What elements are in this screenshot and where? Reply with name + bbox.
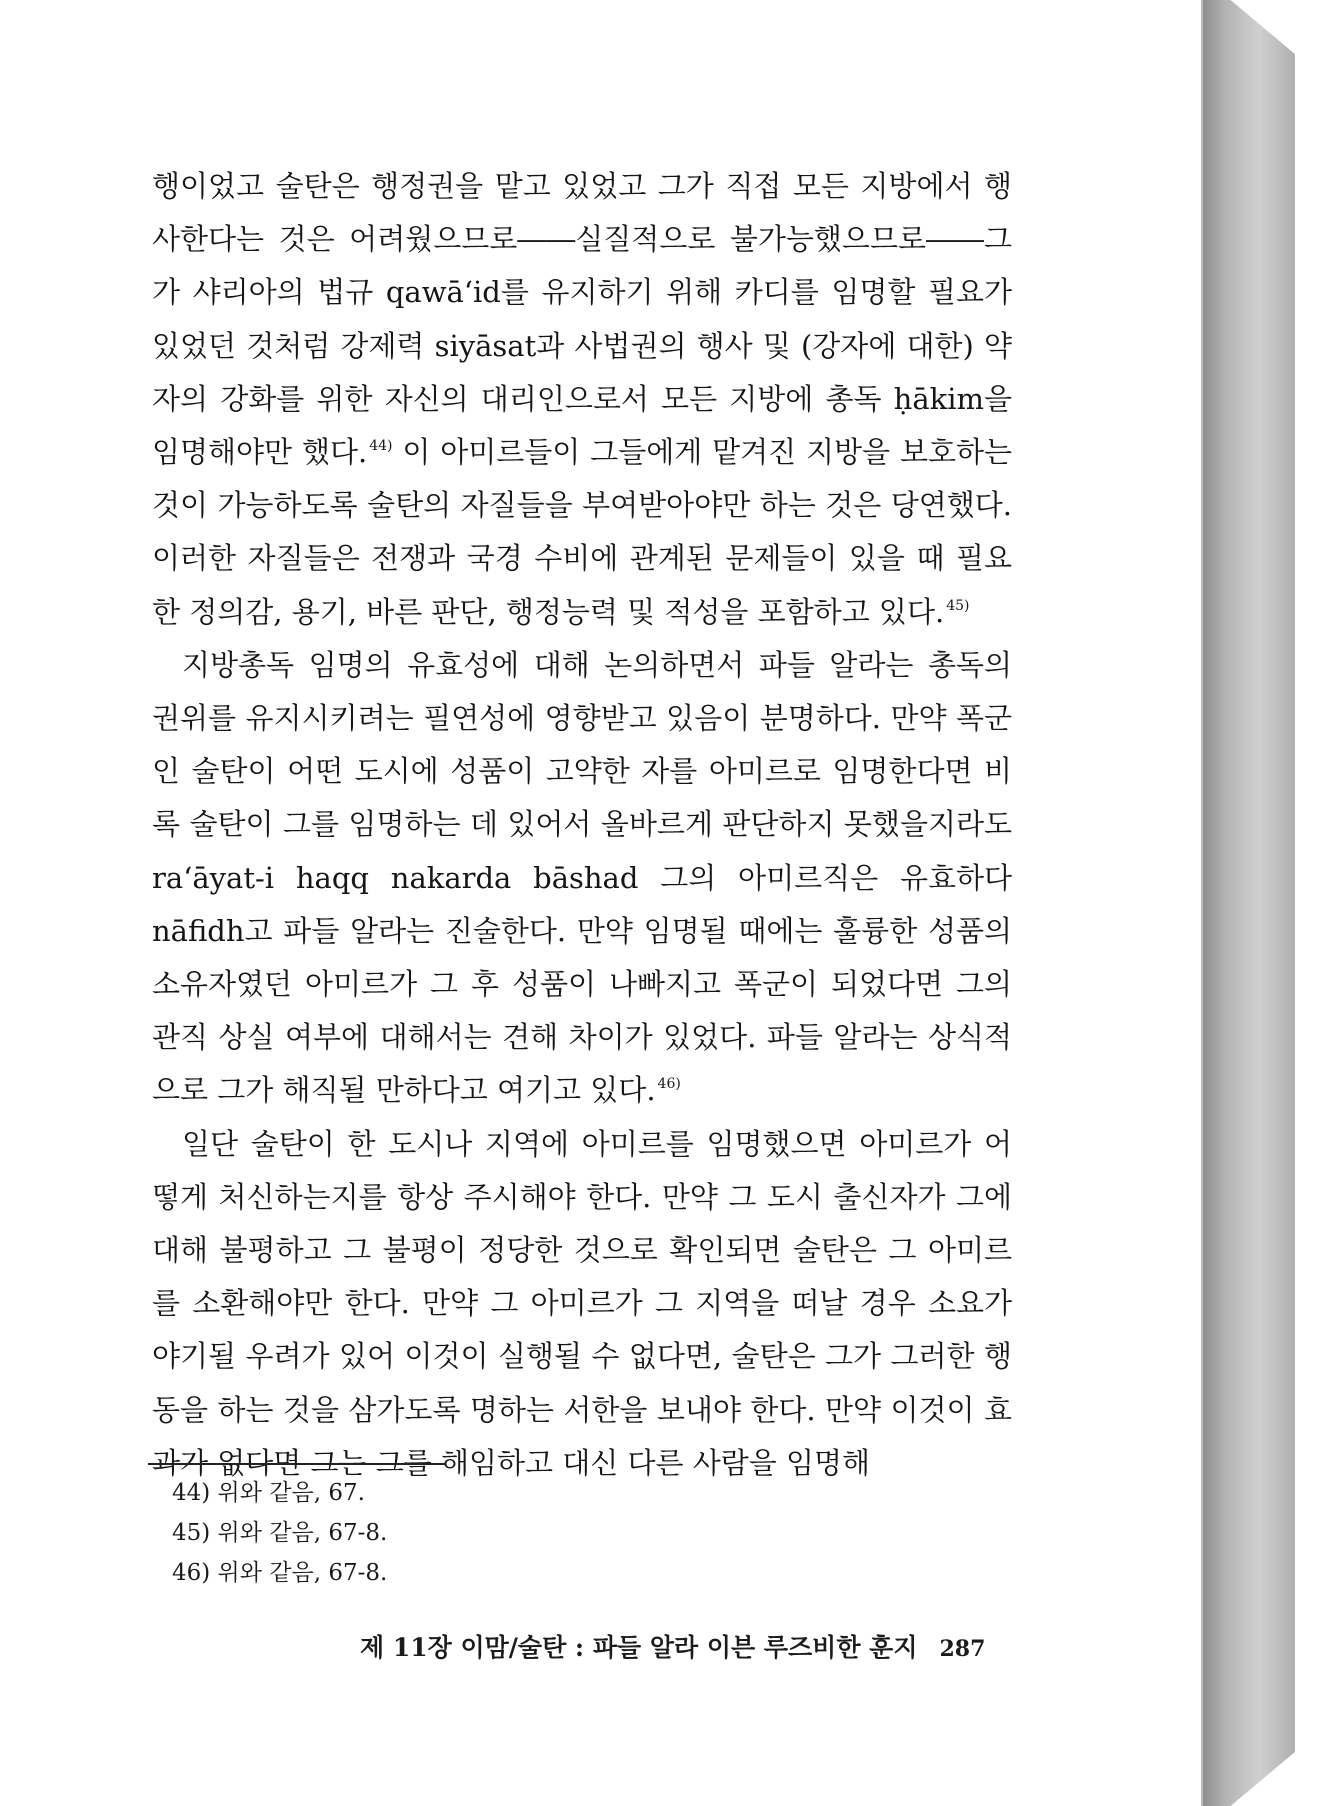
footnote-45: 45) 위와 같음, 67-8.: [172, 1520, 388, 1546]
paragraph-3: [152, 1118, 1012, 1490]
running-footer: [360, 1628, 1000, 1664]
page-number: 287: [939, 1636, 986, 1662]
body-text: [152, 160, 1012, 1490]
footnote-ref-44: 44): [369, 438, 393, 455]
footnote-ref-45: 45): [946, 597, 970, 614]
page-stack-edge: [1203, 0, 1295, 1806]
paragraph-1-continued: 이 아미르들이 그들에게 맡겨진 지방을 보호하는 것이 가능하도록 술탄의 자질들을 부여받아야만 하는 것은 당연했다. 이러한 자질들은 전쟁과 국경 수비에 관계된 문제들이 있을 때 필요한 정의감, 용기, 바른 판단, 행정능력 및 적성을 포함하고 있다.: [152, 435, 1012, 629]
footnote-44: 44) 위와 같음, 67.: [172, 1480, 365, 1506]
paragraph-1: [152, 160, 1012, 639]
footnotes: [172, 1473, 387, 1593]
chapter-title: 제 11장 이맘/술탄 : 파들 알라 이븐 루즈비한 훈지: [360, 1633, 918, 1662]
footnote-divider: [148, 1463, 446, 1465]
footnote-ref-46: 46): [657, 1076, 681, 1093]
paragraph-2: [152, 639, 1012, 1118]
paragraph-2-text: 지방총독 임명의 유효성에 대해 논의하면서 파들 알라는 총독의 권위를 유지시키려는 필연성에 영향받고 있음이 분명하다. 만약 폭군인 술탄이 어떤 도시에 성품이 고약한 자를 아미르로 임명한다면 비록 술탄이 그를 임명하는 데 있어서 올바르게 판단하지 못했을지라도 ra‘āyat-i haqq nakarda bāshad 그의 아미르직은 유효하다 nāfidh고 파들 알라는 진술한다. 만약 임명될 때에는 훌륭한 성품의 소유자였던 아미르가 그 후 성품이 나빠지고 폭군이 되었다면 그의 관직 상실 여부에 대해서는 견해 차이가 있었다. 파들 알라는 상식적으로 그가 해직될 만하다고 여기고 있다.: [152, 647, 1012, 1108]
footnote-46: 46) 위와 같음, 67-8.: [172, 1560, 388, 1586]
paragraph-1-text: 행이었고 술탄은 행정권을 맡고 있었고 그가 직접 모든 지방에서 행사한다는 것은 어려웠으므로――실질적으로 불가능했으므로――그가 샤리아의 법규 qawā‘id를 유지하기 위해 카디를 임명할 필요가 있었던 것처럼 강제력 siyāsat과 사법권의 행사 및 (강자에 대한) 약자의 강화를 위한 자신의 대리인으로서 모든 지방에 총독 ḥākim을 임명해야만 했다.: [152, 169, 1012, 470]
paragraph-3-text: 일단 술탄이 한 도시나 지역에 아미르를 임명했으면 아미르가 어떻게 처신하는지를 항상 주시해야 한다. 만약 그 도시 출신자가 그에 대해 불평하고 그 불평이 정당한 것으로 확인되면 술탄은 그 아미르를 소환해야만 한다. 만약 그 아미르가 그 지역을 떠날 경우 소요가 야기될 우려가 있어 이것이 실행될 수 없다면, 술탄은 그가 그러한 행동을 하는 것을 삼가도록 명하는 서한을 보내야 한다. 만약 이것이 효과가 없다면 그는 그를 해임하고 대신 다른 사람을 임명해: [152, 1126, 1012, 1480]
